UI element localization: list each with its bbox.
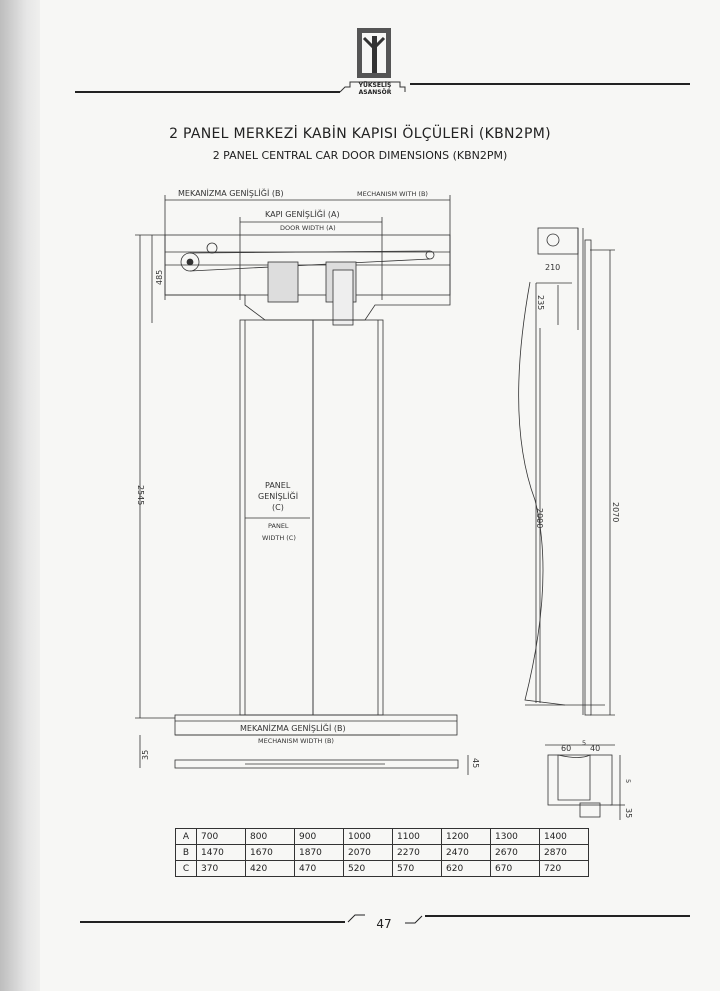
table-cell: 670 [491,861,540,877]
footer-ornament-right [405,916,422,923]
table-cell: 470 [295,861,344,877]
table-cell: 900 [295,829,344,845]
dim-2070: 2070 [611,502,620,523]
table-cell: 370 [197,861,246,877]
dim-40: 40 [590,744,601,753]
table-row [176,829,589,845]
table-cell: 700 [197,829,246,845]
table-cell: 1470 [197,845,246,861]
dim-2000: 2000 [535,508,544,529]
row-key: C [176,861,197,877]
mech-width-label-en-bottom: MECHANISM WIDTH (B) [258,737,334,745]
sill-detail [545,745,625,820]
table-cell: 1870 [295,845,344,861]
side-view [519,228,615,715]
dim-45: 45 [471,758,480,769]
mech-width-label-tr-bottom: MEKANİZMA GENİŞLİĞİ (B) [240,724,346,733]
door-width-label-tr: KAPI GENİŞLİĞİ (A) [265,210,340,219]
brand-name: YÜKSELİŞ ASANSÖR [358,82,392,96]
table-cell: 570 [393,861,442,877]
mech-width-label-en-top: MECHANISM WITH (B) [357,190,428,198]
table-cell: 2670 [491,845,540,861]
dim-235: 235 [536,295,545,311]
footer-ornament-left [348,915,365,922]
panel-width-label-tr-1: PANEL [265,481,291,490]
table-cell: 1400 [540,829,589,845]
table-cell: 420 [246,861,295,877]
door-width-label-en: DOOR WIDTH (A) [280,224,336,232]
table-cell: 1670 [246,845,295,861]
table-cell: 800 [246,829,295,845]
panel-width-label-en-2: WIDTH (C) [262,534,296,542]
table-cell: 1200 [442,829,491,845]
front-view [135,195,468,775]
dim-35-right: 35 [624,808,633,819]
dim-210: 210 [545,263,561,272]
title-turkish: 2 PANEL MERKEZİ KABİN KAPISI ÖLÇÜLERİ (KBN2PM) [169,126,551,142]
table-cell: 2470 [442,845,491,861]
dim-5-top: 5 [582,739,587,747]
row-key: A [176,829,197,845]
table-cell: 620 [442,861,491,877]
table-cell: 2070 [344,845,393,861]
table-cell: 520 [344,861,393,877]
dim-485: 485 [155,269,164,285]
title-english: 2 PANEL CENTRAL CAR DOOR DIMENSIONS (KBN2PM) [212,149,508,162]
table-cell: 1300 [491,829,540,845]
dim-5-right: 5 [624,779,632,784]
table-cell: 720 [540,861,589,877]
dim-35-left: 35 [141,749,150,760]
dimensions-table [175,828,589,877]
dim-60: 60 [561,744,572,753]
row-key: B [176,845,197,861]
table-cell: 1100 [393,829,442,845]
table-cell: 2270 [393,845,442,861]
table-row [176,861,589,877]
table-cell: 1000 [344,829,393,845]
page-number: 47 [376,917,392,931]
panel-width-label-tr-3: (C) [272,503,284,512]
panel-width-label-tr-2: GENİŞLİĞİ [258,492,299,501]
table-cell: 2870 [540,845,589,861]
panel-width-label-en-1: PANEL [268,522,289,530]
table-row [176,845,589,861]
mech-width-label-tr-top: MEKANİZMA GENİŞLİĞİ (B) [178,189,284,198]
dim-2545: 2545 [136,485,145,506]
